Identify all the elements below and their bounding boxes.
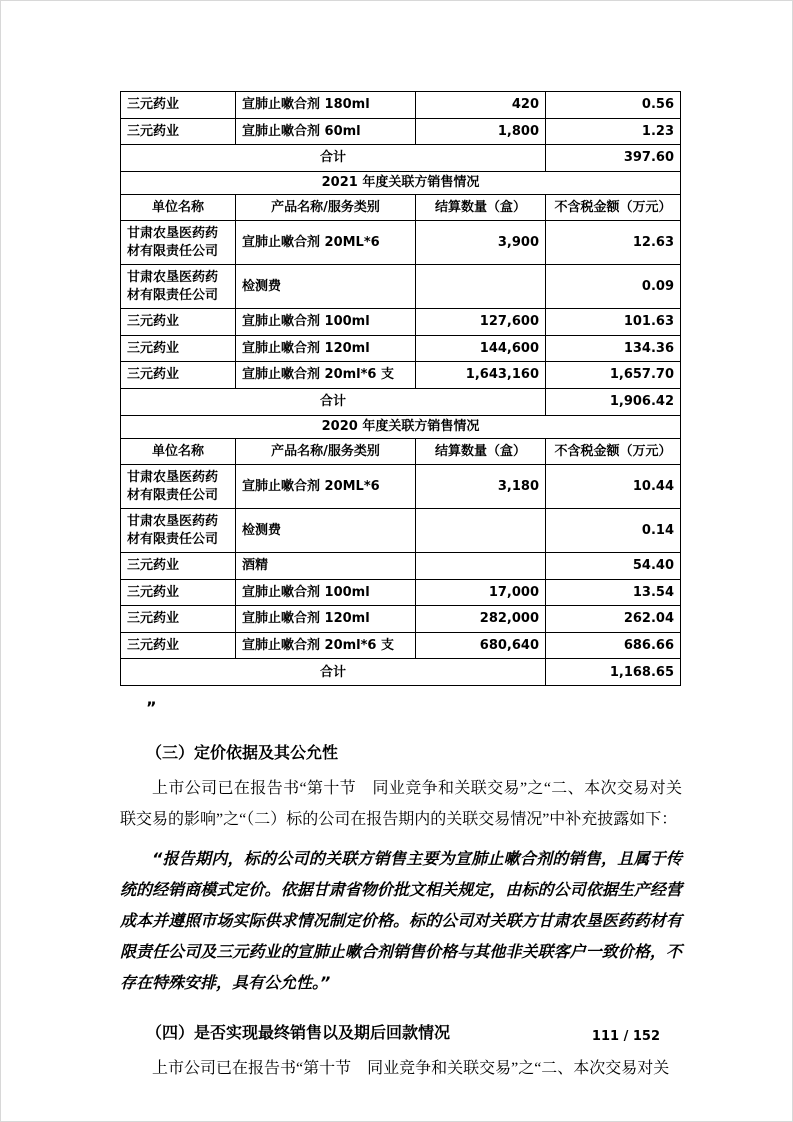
- table-cell: 1,800: [416, 118, 546, 145]
- table-header-cell: 不含税金额（万元）: [546, 194, 681, 221]
- table-cell: 0.09: [546, 265, 681, 309]
- table-cell: 12.63: [546, 221, 681, 265]
- section-title-cell: 2021 年度关联方销售情况: [121, 172, 681, 195]
- table-header-cell: 单位名称: [121, 438, 236, 465]
- table-row: [121, 309, 681, 336]
- table-cell: 3,180: [416, 465, 546, 509]
- page-content: [120, 91, 682, 1084]
- section-title-row-2020: [121, 416, 681, 439]
- total-value-cell: 1,168.65: [546, 659, 681, 686]
- total-value-cell: 1,906.42: [546, 389, 681, 416]
- section-heading-pricing-basis: （三）定价依据及其公允性: [146, 743, 339, 763]
- table-header-cell: 产品名称/服务类别: [236, 194, 416, 221]
- table-cell: 甘肃农垦医药药材有限责任公司: [121, 509, 236, 553]
- table-cell: 127,600: [416, 309, 546, 336]
- table-cell: 262.04: [546, 606, 681, 633]
- table-cell: 宣肺止嗽合剂 120ml: [236, 335, 416, 362]
- total-row: [121, 389, 681, 416]
- total-row: [121, 145, 681, 172]
- table-row: [121, 118, 681, 145]
- table-cell: 三元药业: [121, 362, 236, 389]
- table-cell: [416, 553, 546, 580]
- closing-quote-mark: ”: [146, 698, 157, 718]
- table-cell: 宣肺止嗽合剂 20ML*6: [236, 465, 416, 509]
- table-header-row: [121, 438, 681, 465]
- table-row: [121, 632, 681, 659]
- table-cell: 宣肺止嗽合剂 20ml*6 支: [236, 632, 416, 659]
- table-cell: 三元药业: [121, 118, 236, 145]
- table-cell: 1.23: [546, 118, 681, 145]
- table-cell: 三元药业: [121, 606, 236, 633]
- total-label-cell: 合计: [121, 145, 546, 172]
- table-header-row: [121, 194, 681, 221]
- related-party-sales-table: [120, 91, 681, 686]
- table-cell: 1,643,160: [416, 362, 546, 389]
- paragraph-disclosure-4: 上市公司已在报告书“第十节 同业竞争和关联交易”之“二、本次交易对关: [152, 1060, 670, 1078]
- section-title-row-2021: [121, 172, 681, 195]
- section-title-cell: 2020 年度关联方销售情况: [121, 416, 681, 439]
- table-cell: 宣肺止嗽合剂 20ml*6 支: [236, 362, 416, 389]
- table-cell: 101.63: [546, 309, 681, 336]
- table-cell: [416, 509, 546, 553]
- table-header-cell: 不含税金额（万元）: [546, 438, 681, 465]
- table-cell: [416, 265, 546, 309]
- table-cell: 宣肺止嗽合剂 120ml: [236, 606, 416, 633]
- total-value-cell: 397.60: [546, 145, 681, 172]
- table-cell: 680,640: [416, 632, 546, 659]
- total-row: [121, 659, 681, 686]
- table-cell: 宣肺止嗽合剂 60ml: [236, 118, 416, 145]
- table-cell: 144,600: [416, 335, 546, 362]
- table-cell: 酒精: [236, 553, 416, 580]
- page-number: 111 / 152: [591, 1029, 660, 1044]
- total-label-cell: 合计: [121, 389, 546, 416]
- table-header-cell: 单位名称: [121, 194, 236, 221]
- table-row: [121, 579, 681, 606]
- table-cell: 宣肺止嗽合剂 20ML*6: [236, 221, 416, 265]
- table-cell: 10.44: [546, 465, 681, 509]
- table-cell: 0.56: [546, 92, 681, 119]
- table-row: [121, 92, 681, 119]
- table-cell: 420: [416, 92, 546, 119]
- total-label-cell: 合计: [121, 659, 546, 686]
- table-cell: 三元药业: [121, 632, 236, 659]
- table-cell: 17,000: [416, 579, 546, 606]
- table-cell: 三元药业: [121, 335, 236, 362]
- table-cell: 宣肺止嗽合剂 100ml: [236, 579, 416, 606]
- table-cell: 0.14: [546, 509, 681, 553]
- table-cell: 三元药业: [121, 309, 236, 336]
- paragraph-disclosure-3: 上市公司已在报告书“第十节 同业竞争和关联交易”之“二、本次交易对关联交易的影响”之“（二）标的公司在报告期内的关联交易情况”中补充披露如下：: [120, 780, 682, 829]
- table-cell: 甘肃农垦医药药材有限责任公司: [121, 221, 236, 265]
- table-header-cell: 产品名称/服务类别: [236, 438, 416, 465]
- table-cell: 54.40: [546, 553, 681, 580]
- table-cell: 282,000: [416, 606, 546, 633]
- table-cell: 三元药业: [121, 579, 236, 606]
- table-row: [121, 606, 681, 633]
- table-cell: 三元药业: [121, 553, 236, 580]
- table-row: [121, 553, 681, 580]
- quote-paragraph-pricing: “报告期内，标的公司的关联方销售主要为宣肺止嗽合剂的销售，且属于传统的经销商模式定价。依据甘肃省物价批文相关规定，由标的公司依据生产经营成本并遵照市场实际供求情况制定价格。标的公司对关联方甘肃农垦医药药材有限责任公司及三元药业的宣肺止嗽合剂销售价格与其他非关联客户一致价格，不存在特殊安排，具有公允性。”: [120, 849, 682, 993]
- table-cell: 甘肃农垦医药药材有限责任公司: [121, 265, 236, 309]
- table-header-cell: 结算数量（盒）: [416, 194, 546, 221]
- table-cell: 甘肃农垦医药药材有限责任公司: [121, 465, 236, 509]
- table-cell: 13.54: [546, 579, 681, 606]
- table-row: [121, 362, 681, 389]
- table-header-cell: 结算数量（盒）: [416, 438, 546, 465]
- table-row: [121, 265, 681, 309]
- table-cell: 3,900: [416, 221, 546, 265]
- table-row: [121, 465, 681, 509]
- table-cell: 宣肺止嗽合剂 180ml: [236, 92, 416, 119]
- table-cell: 134.36: [546, 335, 681, 362]
- table-cell: 检测费: [236, 265, 416, 309]
- section-heading-final-sales: （四）是否实现最终销售以及期后回款情况: [146, 1023, 451, 1043]
- table-row: [121, 221, 681, 265]
- table-cell: 检测费: [236, 509, 416, 553]
- table-row: [121, 509, 681, 553]
- table-row: [121, 335, 681, 362]
- table-cell: 宣肺止嗽合剂 100ml: [236, 309, 416, 336]
- table-cell: 三元药业: [121, 92, 236, 119]
- table-cell: 1,657.70: [546, 362, 681, 389]
- table-cell: 686.66: [546, 632, 681, 659]
